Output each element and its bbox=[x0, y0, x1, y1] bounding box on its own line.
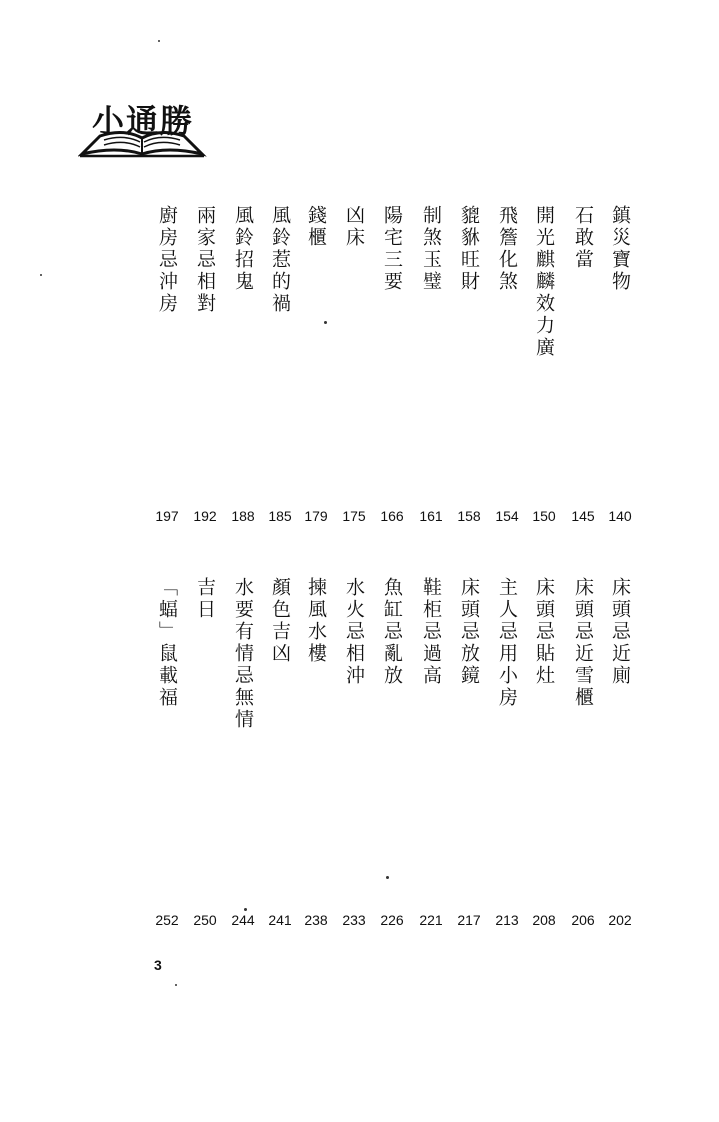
toc-entry-title[interactable] bbox=[454, 577, 484, 691]
toc-title-text: 飛簷化煞 bbox=[496, 205, 518, 293]
toc-page-number: 197 bbox=[155, 508, 179, 524]
toc-title-text: 風鈴招鬼 bbox=[232, 205, 254, 293]
toc-page-number: 154 bbox=[495, 508, 519, 524]
toc-title-text: 魚缸忌亂放 bbox=[381, 577, 403, 687]
toc-page-number: 175 bbox=[342, 508, 366, 524]
toc-title-text: 凶床 bbox=[343, 205, 365, 249]
scan-speck bbox=[244, 908, 247, 911]
toc-title-text: 床頭忌近雪櫃 bbox=[572, 577, 594, 709]
toc-title-text: 揀風水樓 bbox=[305, 577, 327, 665]
open-book-icon bbox=[78, 124, 208, 158]
toc-page-number: 145 bbox=[571, 508, 595, 524]
toc-title-text: 制煞玉璧 bbox=[420, 205, 442, 293]
toc-title-text: 兩家忌相對 bbox=[194, 205, 216, 315]
toc-entry-title[interactable] bbox=[301, 205, 331, 253]
toc-page-number: 208 bbox=[532, 912, 556, 928]
page-number: 3 bbox=[154, 957, 162, 973]
toc-entry-title[interactable] bbox=[492, 577, 522, 713]
toc-title-text: 陽宅三要 bbox=[381, 205, 403, 293]
toc-page-number: 250 bbox=[193, 912, 217, 928]
toc-title-text: 廚房忌沖房 bbox=[156, 205, 178, 315]
toc-entry-title[interactable] bbox=[605, 577, 635, 691]
toc-page-number: 206 bbox=[571, 912, 595, 928]
toc-page-number: 226 bbox=[380, 912, 404, 928]
logo-title: 小通勝 bbox=[92, 102, 195, 140]
toc-title-text: 石敢當 bbox=[572, 205, 594, 271]
toc-page-number: 213 bbox=[495, 912, 519, 928]
toc-entry-title[interactable] bbox=[152, 205, 182, 319]
toc-page-number: 166 bbox=[380, 508, 404, 524]
toc-title-text: 錢櫃 bbox=[305, 205, 327, 249]
toc-title-text: 水要有情忌無情 bbox=[232, 577, 254, 731]
toc-title-text: 貔貅旺財 bbox=[458, 205, 480, 293]
toc-title-text: 吉日 bbox=[194, 577, 216, 621]
toc-page-number: 221 bbox=[419, 912, 443, 928]
book-logo bbox=[78, 96, 208, 166]
toc-page-number: 179 bbox=[304, 508, 328, 524]
toc-page-number: 161 bbox=[419, 508, 443, 524]
toc-entry-title[interactable] bbox=[605, 205, 635, 297]
toc-title-text: 「蝠」鼠載福 bbox=[156, 577, 178, 709]
toc-entry-title[interactable] bbox=[377, 205, 407, 297]
toc-page-number: 140 bbox=[608, 508, 632, 524]
toc-page-number: 217 bbox=[457, 912, 481, 928]
toc-title-text: 主人忌用小房 bbox=[496, 577, 518, 709]
toc-entry-title[interactable] bbox=[228, 577, 258, 735]
toc-entry-title[interactable] bbox=[454, 205, 484, 297]
toc-entry-title[interactable] bbox=[152, 577, 182, 713]
toc-page-number: 150 bbox=[532, 508, 556, 524]
toc-page-number: 252 bbox=[155, 912, 179, 928]
toc-entry-title[interactable] bbox=[265, 577, 295, 669]
toc-entry-title[interactable] bbox=[568, 205, 598, 275]
toc-entry-title[interactable] bbox=[568, 577, 598, 713]
toc-entry-title[interactable] bbox=[339, 577, 369, 691]
toc-entry-title[interactable] bbox=[301, 577, 331, 669]
toc-title-text: 顏色吉凶 bbox=[269, 577, 291, 665]
toc-entry-title[interactable] bbox=[492, 205, 522, 297]
toc-page-number: 192 bbox=[193, 508, 217, 524]
toc-entry-title[interactable] bbox=[529, 205, 559, 363]
toc-title-text: 鞋柜忌過高 bbox=[420, 577, 442, 687]
toc-page-number: 238 bbox=[304, 912, 328, 928]
toc-page-number: 185 bbox=[268, 508, 292, 524]
toc-entry-title[interactable] bbox=[190, 205, 220, 319]
scan-speck bbox=[175, 984, 177, 986]
toc-entry-title[interactable] bbox=[377, 577, 407, 691]
toc-title-text: 風鈴惹的禍 bbox=[269, 205, 291, 315]
toc-title-text: 水火忌相沖 bbox=[343, 577, 365, 687]
toc-page-number: 188 bbox=[231, 508, 255, 524]
toc-entry-title[interactable] bbox=[190, 577, 220, 625]
toc-entry-title[interactable] bbox=[529, 577, 559, 691]
toc-entry-title[interactable] bbox=[339, 205, 369, 253]
toc-entry-title[interactable] bbox=[416, 577, 446, 691]
toc-title-text: 床頭忌放鏡 bbox=[458, 577, 480, 687]
toc-title-text: 床頭忌貼灶 bbox=[533, 577, 555, 687]
toc-page-number: 241 bbox=[268, 912, 292, 928]
toc-page-number: 202 bbox=[608, 912, 632, 928]
scan-speck bbox=[324, 321, 327, 324]
scan-speck bbox=[386, 876, 389, 879]
toc-page-number: 158 bbox=[457, 508, 481, 524]
scan-speck bbox=[40, 274, 42, 276]
toc-entry-title[interactable] bbox=[416, 205, 446, 297]
toc-title-text: 床頭忌近廁 bbox=[609, 577, 631, 687]
toc-title-text: 鎮災寶物 bbox=[609, 205, 631, 293]
toc-page-number: 233 bbox=[342, 912, 366, 928]
toc-entry-title[interactable] bbox=[265, 205, 295, 319]
toc-page-number: 244 bbox=[231, 912, 255, 928]
scan-speck bbox=[158, 40, 160, 42]
toc-title-text: 開光麒麟效力廣 bbox=[533, 205, 555, 359]
toc-entry-title[interactable] bbox=[228, 205, 258, 297]
